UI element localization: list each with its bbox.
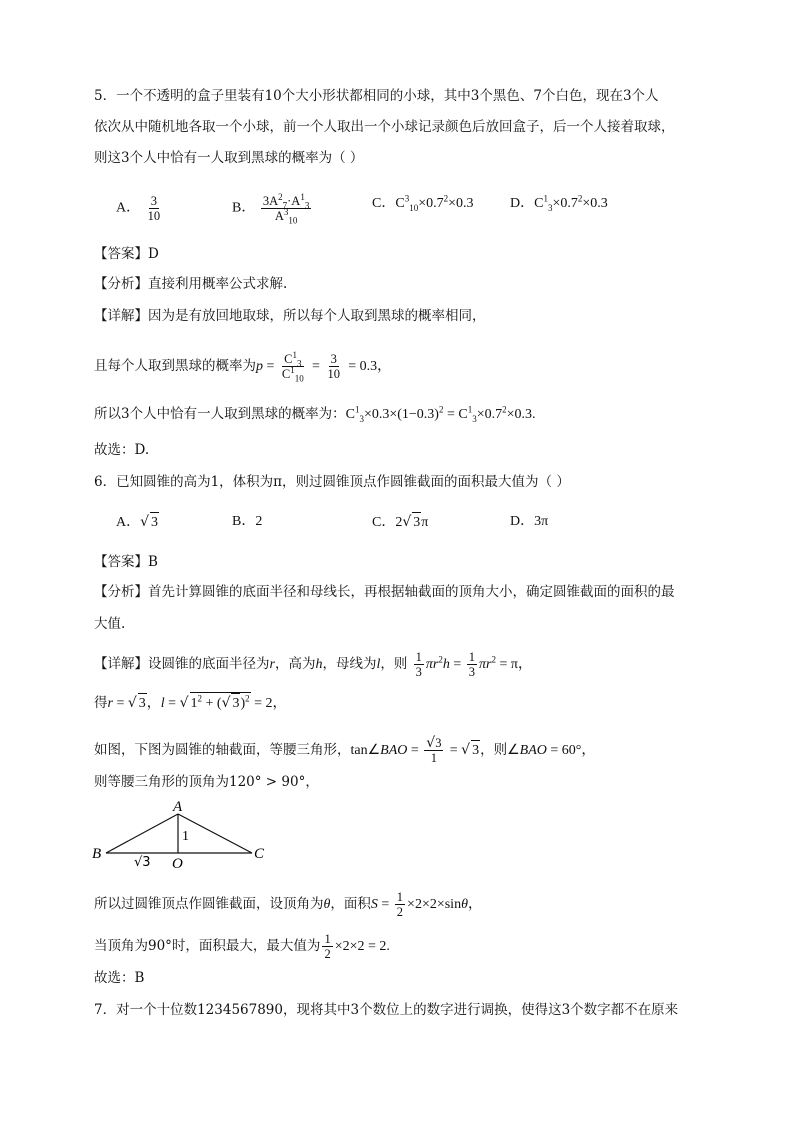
q5-detail: 【详解】因为是有放回地取球，所以每个人取到黑球的概率相同， <box>94 308 486 324</box>
q6-analysis-line2: 大值. <box>94 616 126 632</box>
q6-option-a: A．√ 3 <box>116 512 159 533</box>
q6-option-d: D．3π <box>510 514 549 529</box>
q5-result-line: 所以3个人中恰有一人取到黑球的概率为：$C^1_3\times 0.3\times(1-0.3)^2 = C^1_3\times 0.7^2\times 0.3$. <box>94 404 536 424</box>
q6-analysis-line1: 【分析】首先计算圆锥的底面半径和母线长，再根据轴截面的顶角大小，确定圆锥截面的面积的最 <box>94 584 675 600</box>
q7-stem: 7．对一个十位数1234567890，现将其中3个数位上的数字进行调换，使得这3个数字都不在原来 <box>94 1002 679 1018</box>
segment-AC <box>178 814 252 853</box>
q6-detail-line2: 得r = √ 3，l = √ $1^2$ + (√ 3)$^2$ = 2， <box>94 692 700 714</box>
cone-axial-section-figure <box>90 798 280 868</box>
q5-option-d: D．$C^1_3\times 0.7^2\times 0.3$ <box>510 193 608 213</box>
q5-stem-line2: 依次从中随机地各取一个小球，前一个人取出一个小球记录颜色后放回盒子，后一个人接着取球， <box>94 119 675 135</box>
q5-stem-line3: 则这3个人中恰有一人取到黑球的概率为（ ） <box>94 150 364 166</box>
q6-answer: 【答案】B <box>94 554 158 570</box>
q6-option-b: B．2 <box>232 514 263 529</box>
label-B: B <box>92 846 102 862</box>
label-radius: √3 <box>134 855 151 868</box>
q5-option-b: B． $\frac{3A^2_7\cdot A^1_3}{A^3_{10}}$ <box>232 191 310 226</box>
q5-analysis: 【分析】直接利用概率公式求解. <box>94 276 288 292</box>
q6-option-c: C．2√ 3π <box>372 512 428 533</box>
q5-option-c: C．$C^3_{10}\times 0.7^2\times 0.3$ <box>372 193 474 213</box>
label-C: C <box>254 846 265 862</box>
segment-AB <box>106 814 178 853</box>
q6-detail-line3: 如图，下图为圆锥的轴截面，等腰三角形，tan∠BAO = $\frac{√3}{1}$ = √ 3，则∠BAO = 60°， <box>94 735 596 765</box>
q5-option-a: A． $\frac{3}{10}$ <box>116 194 161 223</box>
q5-choose: 故选：D. <box>94 442 150 458</box>
q5-answer: 【答案】D <box>94 246 159 262</box>
q6-choose: 故选：B <box>94 970 145 986</box>
q6-detail-line1: 【详解】设圆锥的底面半径为r，高为h，母线为l，则 $\frac{1}{3}$ $\pi r^2h$ = $\frac{1}{3}$ $\pi r^2 = \pi$， <box>94 650 532 679</box>
label-A: A <box>173 799 183 815</box>
label-height: 1 <box>182 829 189 844</box>
q5-stem-line1: 5．一个不透明的盒子里装有10个大小形状都相同的小球，其中3个黑色、7个白色，现在3个人 <box>94 88 659 104</box>
q6-stem: 6．已知圆锥的高为1，体积为π，则过圆锥顶点作圆锥截面的面积最大值为（ ） <box>94 474 570 490</box>
label-O: O <box>172 856 183 868</box>
q6-detail-line6: 当顶角为90°时，面积最大，最大值为 $\frac{1}{2}$ ×2×2 = 2. <box>94 932 390 961</box>
q5-probability-line: 且每个人取到黑球的概率为p = $\frac{C^1_3}{C^1_{10}}$ = $\frac{3}{10}$ = 0.3， <box>94 349 392 384</box>
q6-detail-line5: 所以过圆锥顶点作圆锥截面，设顶角为θ，面积S = $\frac{1}{2}$ ×2×2×sinθ， <box>94 890 482 919</box>
q6-detail-line4: 则等腰三角形的顶角为120° > 90°， <box>94 774 319 790</box>
